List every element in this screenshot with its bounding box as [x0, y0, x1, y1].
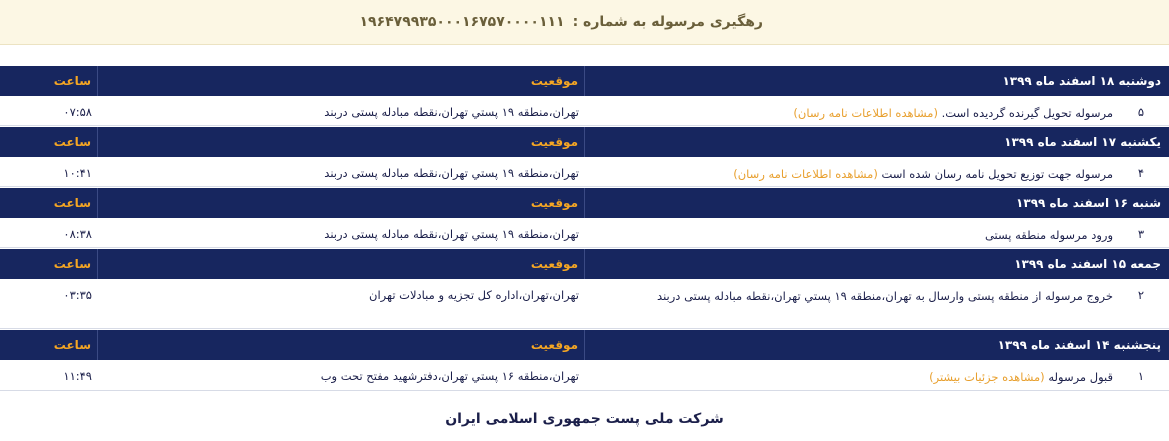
location-column-header: موقعیت — [98, 188, 585, 218]
day-date: شنبه ۱۶ اسفند ماه ۱۳۹۹ — [1016, 196, 1161, 210]
day-header — [0, 188, 1169, 218]
event-text: مرسوله تحویل گیرنده گردیده است. — [941, 106, 1113, 120]
event-row — [0, 360, 1169, 391]
day-header — [0, 330, 1169, 360]
view-postman-info-link[interactable]: (مشاهده اطلاعات نامه رسان) — [733, 167, 878, 181]
location-column-header: موقعیت — [98, 249, 585, 279]
location-column-header: موقعیت — [98, 66, 585, 96]
event-text: ورود مرسوله منطقه پستی — [984, 228, 1113, 242]
day-date: یکشنبه ۱۷ اسفند ماه ۱۳۹۹ — [1004, 135, 1161, 149]
tracking-header — [0, 0, 1169, 45]
event-seq: ۲ — [1137, 288, 1145, 302]
event-time: ۰۷:۵۸ — [63, 105, 92, 119]
event-text: مرسوله جهت توزیع تحویل نامه رسان شده است — [881, 167, 1113, 181]
day-header — [0, 127, 1169, 157]
day-block — [0, 330, 1169, 391]
day-date: پنجشنبه ۱۴ اسفند ماه ۱۳۹۹ — [997, 338, 1161, 352]
view-postman-info-link[interactable]: (مشاهده اطلاعات نامه رسان) — [793, 106, 938, 120]
event-time: ۰۸:۳۸ — [63, 227, 92, 241]
event-location: تهران،تهران،اداره کل تجزیه و مبادلات تهران — [369, 288, 579, 302]
event-location: تهران،منطقه ۱۹ پستي تهران،نقطه مبادله پستی دربند — [324, 166, 579, 180]
time-column-header: ساعت — [0, 330, 98, 360]
event-text: خروج مرسوله از منطقه پستی وارسال به تهران،منطقه ۱۹ پستي تهران،نقطه مبادله پستی دربند — [657, 289, 1113, 303]
event-text: قبول مرسوله — [1048, 370, 1113, 384]
event-row — [0, 279, 1169, 329]
tracking-title: رهگیری مرسوله به شماره : — [572, 14, 763, 30]
event-time: ۱۱:۴۹ — [63, 369, 92, 383]
day-date: جمعه ۱۵ اسفند ماه ۱۳۹۹ — [1014, 257, 1161, 271]
day-block — [0, 249, 1169, 329]
event-description — [585, 369, 1113, 386]
event-location: تهران،منطقه ۱۹ پستي تهران،نقطه مبادله پستی دربند — [324, 105, 579, 119]
event-location: تهران،منطقه ۱۹ پستي تهران،نقطه مبادله پستی دربند — [324, 227, 579, 241]
event-seq: ۴ — [1137, 166, 1145, 180]
time-column-header: ساعت — [0, 127, 98, 157]
event-description — [585, 288, 1113, 305]
event-seq: ۱ — [1137, 369, 1145, 383]
event-description — [585, 166, 1113, 183]
event-row — [0, 157, 1169, 187]
day-block — [0, 127, 1169, 187]
day-block — [0, 66, 1169, 126]
location-column-header: موقعیت — [98, 127, 585, 157]
tracking-number: ۱۹۶۴۷۹۹۳۵۰۰۰۱۶۷۵۷۰۰۰۰۱۱۱ — [359, 14, 565, 30]
time-column-header: ساعت — [0, 188, 98, 218]
event-seq: ۵ — [1137, 105, 1145, 119]
event-location: تهران،منطقه ۱۶ پستي تهران،دفترشهید مفتح تحت وب — [320, 369, 579, 383]
event-description — [585, 227, 1113, 244]
day-date: دوشنبه ۱۸ اسفند ماه ۱۳۹۹ — [1002, 74, 1161, 88]
event-seq: ۳ — [1137, 227, 1145, 241]
event-time: ۰۳:۳۵ — [63, 288, 92, 302]
event-row — [0, 218, 1169, 248]
day-header — [0, 66, 1169, 96]
event-row — [0, 96, 1169, 126]
event-description — [585, 105, 1113, 122]
day-header — [0, 249, 1169, 279]
day-block — [0, 188, 1169, 248]
time-column-header: ساعت — [0, 66, 98, 96]
time-column-header: ساعت — [0, 249, 98, 279]
event-time: ۱۰:۴۱ — [63, 166, 92, 180]
footer-company-name: شرکت ملی پست جمهوری اسلامی ایران — [445, 411, 724, 427]
location-column-header: موقعیت — [98, 330, 585, 360]
view-more-details-link[interactable]: (مشاهده جزئیات بیشتر) — [929, 370, 1045, 384]
